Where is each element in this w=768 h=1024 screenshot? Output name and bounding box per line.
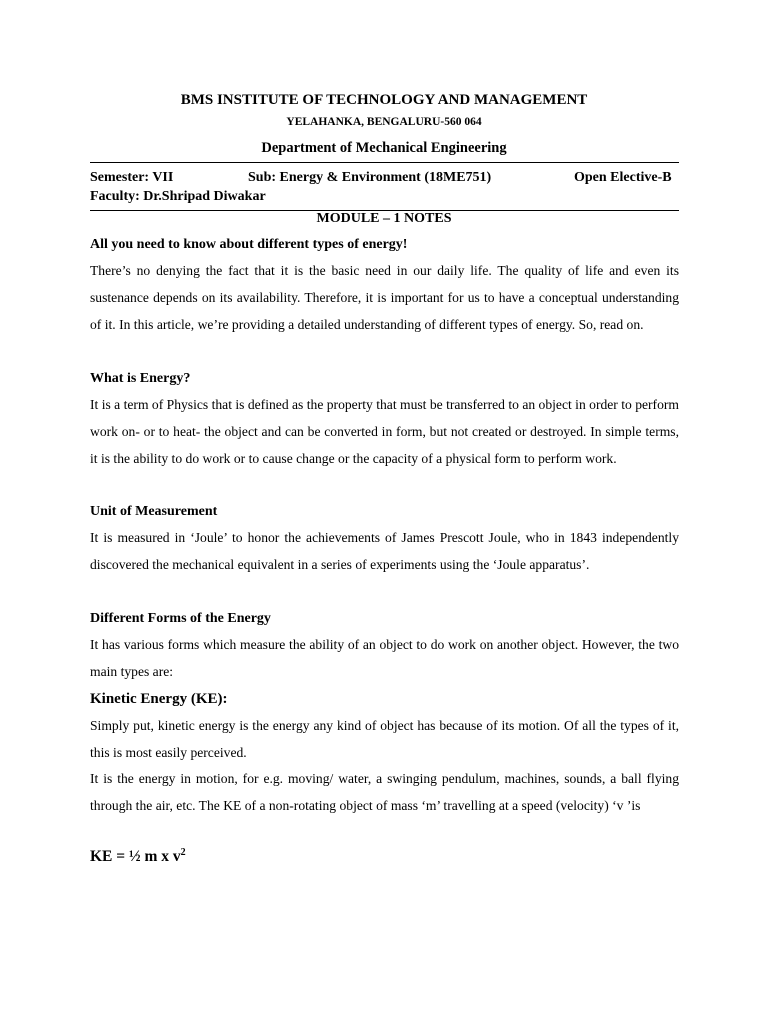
unit-paragraph: It is measured in ‘Joule’ to honor the achievements of James Prescott Joule, who in 1843 independently discovered the mechanical equivalent in a series of experiments using the ‘Joule apparatus’. — [90, 530, 679, 572]
faculty-label: Faculty: Dr.Shripad Diwakar — [90, 189, 266, 204]
unit-heading: Unit of Measurement — [90, 504, 218, 519]
forms-paragraph: It has various forms which measure the ability of an object to do work on another object. However, the two main types are: — [90, 637, 679, 679]
semester-label: Semester: VII — [90, 170, 174, 185]
ke-heading: Kinetic Energy (KE): — [90, 691, 228, 707]
forms-heading: Different Forms of the Energy — [90, 611, 271, 626]
module-title: MODULE – 1 NOTES — [316, 211, 452, 226]
header-divider-top — [90, 162, 679, 163]
ke-formula — [90, 847, 186, 866]
elective-label: Open Elective-B — [574, 170, 672, 185]
ke-formula-exponent: 2 — [180, 847, 186, 858]
ke-paragraph-2: It is the energy in motion, for e.g. moving/ water, a swinging pendulum, machines, sounds, a ball flying through the air, etc. The KE of a non-rotating object of mass ‘m’ travelling at a speed (velocity) ‘v ’is — [90, 771, 679, 813]
what-paragraph: It is a term of Physics that is defined as the property that must be transferred to an object in order to perform work on- or to heat- the object and can be converted in form, but not created or destroyed. In simple terms, it is the ability to do work or to cause change or the capacity of a physical form to perform work. — [90, 397, 679, 466]
ke-formula-base: KE = ½ m x v — [90, 848, 181, 865]
subject-label: Sub: Energy & Environment (18ME751) — [248, 170, 492, 185]
institute-address: YELAHANKA, BENGALURU-560 064 — [286, 116, 482, 128]
ke-paragraph-1: Simply put, kinetic energy is the energy any kind of object has because of its motion. Of all the types of it, this is most easily perceived. — [90, 718, 679, 760]
department-name: Department of Mechanical Engineering — [261, 140, 507, 156]
intro-paragraph: There’s no denying the fact that it is the basic need in our daily life. The quality of life and even its sustenance depends on its availability. Therefore, it is important for us to have a conceptual understanding of it. In this article, we’re providing a detailed understanding of different types of energy. So, read on. — [90, 263, 679, 332]
what-heading: What is Energy? — [90, 371, 191, 386]
intro-heading: All you need to know about different types of energy! — [90, 237, 408, 252]
institute-name: BMS INSTITUTE OF TECHNOLOGY AND MANAGEMENT — [180, 92, 588, 108]
